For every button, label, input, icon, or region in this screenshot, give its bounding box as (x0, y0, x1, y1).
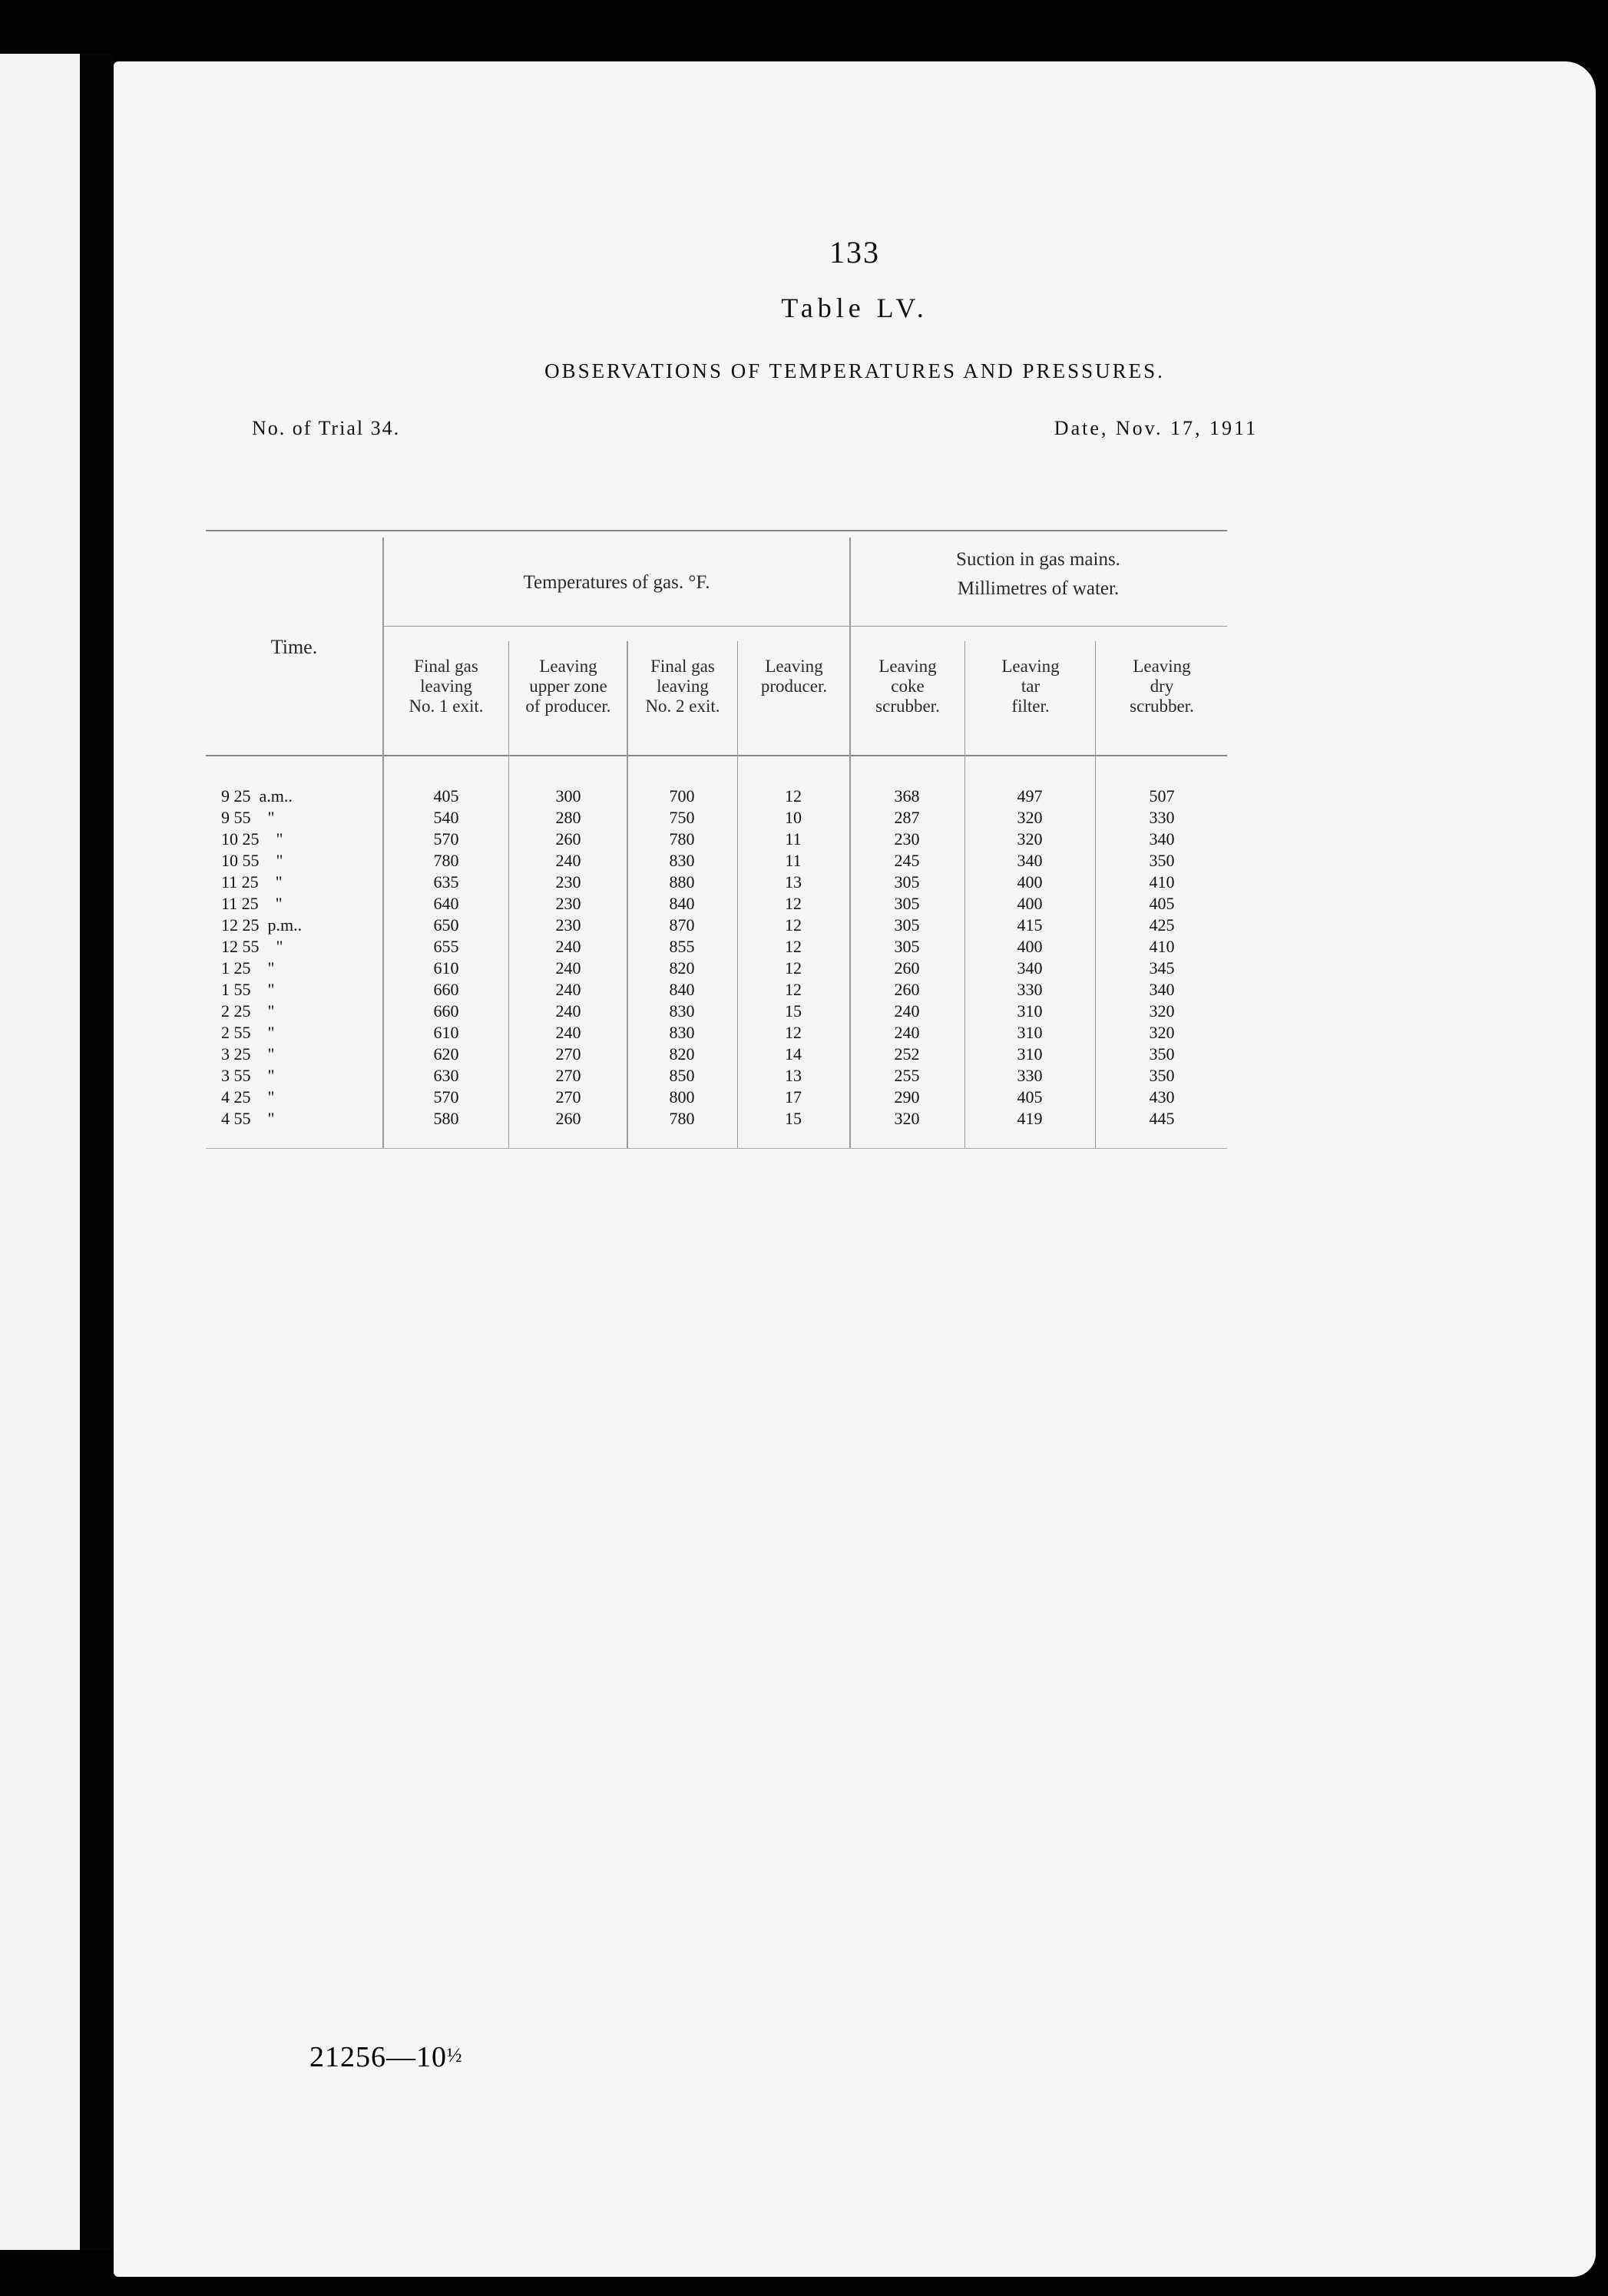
col-tar-filter: Leaving tar filter. (1001, 657, 1060, 716)
value-cell: 260 (894, 958, 920, 978)
value-cell: 630 (433, 1066, 459, 1085)
value-cell: 305 (894, 872, 920, 892)
time-cell: 4 25 " (221, 1087, 275, 1107)
table-row (206, 807, 1227, 829)
table-row (206, 850, 1227, 872)
value-cell: 400 (1017, 894, 1043, 913)
value-cell: 750 (669, 808, 695, 827)
value-cell: 340 (1149, 829, 1175, 849)
col-leaving-producer: Leaving producer. (760, 657, 828, 696)
value-cell: 270 (555, 1087, 581, 1107)
value-cell: 820 (669, 958, 695, 978)
value-cell: 240 (555, 980, 581, 999)
page-gutter (80, 54, 114, 2250)
table-row (206, 1108, 1227, 1130)
value-cell: 320 (1149, 1001, 1175, 1021)
value-cell: 11 (785, 851, 802, 870)
value-cell: 12 (785, 894, 802, 913)
value-cell: 255 (894, 1066, 920, 1085)
value-cell: 240 (555, 1001, 581, 1021)
value-cell: 240 (894, 1001, 920, 1021)
value-cell: 17 (785, 1087, 802, 1107)
value-cell: 580 (433, 1109, 459, 1128)
table-row (206, 1087, 1227, 1108)
value-cell: 305 (894, 937, 920, 956)
value-cell: 340 (1017, 851, 1043, 870)
time-cell: 2 55 " (221, 1023, 275, 1042)
value-cell: 445 (1149, 1109, 1175, 1128)
value-cell: 245 (894, 851, 920, 870)
value-cell: 570 (433, 1087, 459, 1107)
footer-print-code (309, 2040, 463, 2074)
value-cell: 305 (894, 915, 920, 935)
page-number: 133 (829, 235, 880, 270)
value-cell: 240 (555, 958, 581, 978)
value-cell: 415 (1017, 915, 1043, 935)
value-cell: 240 (894, 1023, 920, 1042)
time-cell: 11 25 " (221, 894, 283, 913)
col-upper-zone: Leaving upper zone of producer. (525, 657, 611, 716)
value-cell: 320 (1149, 1023, 1175, 1042)
value-cell: 240 (555, 937, 581, 956)
table-row (206, 1065, 1227, 1087)
value-cell: 800 (669, 1087, 695, 1107)
value-cell: 330 (1017, 980, 1043, 999)
value-cell: 610 (433, 958, 459, 978)
table-row (206, 1022, 1227, 1044)
footer-code-text: 21256—10 (309, 2041, 447, 2073)
value-cell: 240 (555, 851, 581, 870)
value-cell: 425 (1149, 915, 1175, 935)
value-cell: 13 (785, 872, 802, 892)
value-cell: 855 (669, 937, 695, 956)
value-cell: 655 (433, 937, 459, 956)
time-cell: 9 55 " (221, 808, 275, 827)
value-cell: 12 (785, 958, 802, 978)
value-cell: 12 (785, 915, 802, 935)
value-cell: 15 (785, 1001, 802, 1021)
group-rule (382, 626, 1227, 627)
time-cell: 4 55 " (221, 1109, 275, 1128)
time-cell: 3 25 " (221, 1044, 275, 1064)
col-dry-scrubber: Leaving dry scrubber. (1130, 657, 1194, 716)
value-cell: 635 (433, 872, 459, 892)
value-cell: 840 (669, 980, 695, 999)
time-cell: 12 25 p.m.. (221, 915, 303, 935)
value-cell: 405 (1149, 894, 1175, 913)
value-cell: 310 (1017, 1001, 1043, 1021)
value-cell: 700 (669, 786, 695, 806)
value-cell: 430 (1149, 1087, 1175, 1107)
footer-code-fraction: ½ (447, 2044, 463, 2066)
value-cell: 290 (894, 1087, 920, 1107)
table-row (206, 958, 1227, 979)
value-cell: 12 (785, 980, 802, 999)
value-cell: 230 (555, 915, 581, 935)
table-row (206, 1001, 1227, 1022)
value-cell: 345 (1149, 958, 1175, 978)
value-cell: 280 (555, 808, 581, 827)
value-cell: 400 (1017, 872, 1043, 892)
time-cell: 3 55 " (221, 1066, 275, 1085)
value-cell: 350 (1149, 1066, 1175, 1085)
value-cell: 497 (1017, 786, 1043, 806)
document-page (114, 61, 1596, 2277)
value-cell: 780 (433, 851, 459, 870)
value-cell: 300 (555, 786, 581, 806)
value-cell: 310 (1017, 1023, 1043, 1042)
value-cell: 820 (669, 1044, 695, 1064)
time-cell: 1 25 " (221, 958, 275, 978)
value-cell: 230 (555, 872, 581, 892)
temperature-group-header: Temperatures of gas. °F. (523, 572, 710, 593)
value-cell: 320 (894, 1109, 920, 1128)
adjacent-page-edge (0, 54, 80, 2250)
value-cell: 330 (1017, 1066, 1043, 1085)
table-row (206, 893, 1227, 915)
value-cell: 570 (433, 829, 459, 849)
value-cell: 540 (433, 808, 459, 827)
value-cell: 850 (669, 1066, 695, 1085)
value-cell: 14 (785, 1044, 802, 1064)
table-row (206, 915, 1227, 936)
suction-group-subheader: Millimetres of water. (957, 578, 1120, 599)
value-cell: 230 (894, 829, 920, 849)
observations-table (206, 465, 1227, 1152)
value-cell: 11 (785, 829, 802, 849)
value-cell: 400 (1017, 937, 1043, 956)
time-column-header: Time. (270, 636, 318, 658)
value-cell: 350 (1149, 1044, 1175, 1064)
value-cell: 660 (433, 980, 459, 999)
suction-group-header: Suction in gas mains. (956, 549, 1120, 570)
time-cell: 1 55 " (221, 980, 275, 999)
value-cell: 340 (1017, 958, 1043, 978)
trial-date: Date, Nov. 17, 1911 (1054, 417, 1258, 439)
value-cell: 260 (555, 1109, 581, 1128)
value-cell: 830 (669, 1023, 695, 1042)
value-cell: 840 (669, 894, 695, 913)
value-cell: 405 (433, 786, 459, 806)
value-cell: 640 (433, 894, 459, 913)
value-cell: 780 (669, 1109, 695, 1128)
value-cell: 410 (1149, 937, 1175, 956)
value-cell: 13 (785, 1066, 802, 1085)
value-cell: 660 (433, 1001, 459, 1021)
value-cell: 830 (669, 1001, 695, 1021)
value-cell: 330 (1149, 808, 1175, 827)
table-row (206, 979, 1227, 1001)
value-cell: 260 (894, 980, 920, 999)
value-cell: 368 (894, 786, 920, 806)
value-cell: 410 (1149, 872, 1175, 892)
time-cell: 11 25 " (221, 872, 283, 892)
table-row (206, 786, 1227, 807)
time-cell: 10 25 " (221, 829, 283, 849)
value-cell: 240 (555, 1023, 581, 1042)
value-cell: 350 (1149, 851, 1175, 870)
time-cell: 2 25 " (221, 1001, 275, 1021)
value-cell: 340 (1149, 980, 1175, 999)
value-cell: 270 (555, 1044, 581, 1064)
value-cell: 287 (894, 808, 920, 827)
value-cell: 320 (1017, 829, 1043, 849)
table-subtitle: OBSERVATIONS OF TEMPERATURES AND PRESSURES. (544, 359, 1165, 382)
table-row (206, 872, 1227, 893)
col-coke-scrubber: Leaving coke scrubber. (875, 657, 940, 716)
trial-number: No. of Trial 34. (252, 417, 401, 439)
value-cell: 12 (785, 1023, 802, 1042)
time-cell: 12 55 " (221, 937, 283, 956)
value-cell: 310 (1017, 1044, 1043, 1064)
value-cell: 270 (555, 1066, 581, 1085)
value-cell: 830 (669, 851, 695, 870)
time-cell: 10 55 " (221, 851, 283, 870)
value-cell: 419 (1017, 1109, 1043, 1128)
col-final-gas-no2: Final gas leaving No. 2 exit. (645, 657, 720, 716)
value-cell: 230 (555, 894, 581, 913)
value-cell: 252 (894, 1044, 920, 1064)
value-cell: 405 (1017, 1087, 1043, 1107)
table-title: Table LV. (781, 293, 928, 323)
value-cell: 260 (555, 829, 581, 849)
value-cell: 780 (669, 829, 695, 849)
table-row (206, 1044, 1227, 1065)
value-cell: 620 (433, 1044, 459, 1064)
value-cell: 610 (433, 1023, 459, 1042)
table-top-rule (206, 530, 1227, 531)
table-row (206, 936, 1227, 958)
value-cell: 650 (433, 915, 459, 935)
header-bottom-rule (206, 755, 1227, 756)
value-cell: 880 (669, 872, 695, 892)
value-cell: 507 (1149, 786, 1175, 806)
col-final-gas-no1: Final gas leaving No. 1 exit. (409, 657, 484, 716)
value-cell: 305 (894, 894, 920, 913)
table-row (206, 829, 1227, 850)
value-cell: 15 (785, 1109, 802, 1128)
value-cell: 320 (1017, 808, 1043, 827)
value-cell: 870 (669, 915, 695, 935)
value-cell: 12 (785, 786, 802, 806)
time-cell: 9 25 a.m.. (221, 786, 293, 806)
value-cell: 10 (785, 808, 802, 827)
table-bottom-rule (206, 1148, 1227, 1149)
value-cell: 12 (785, 937, 802, 956)
